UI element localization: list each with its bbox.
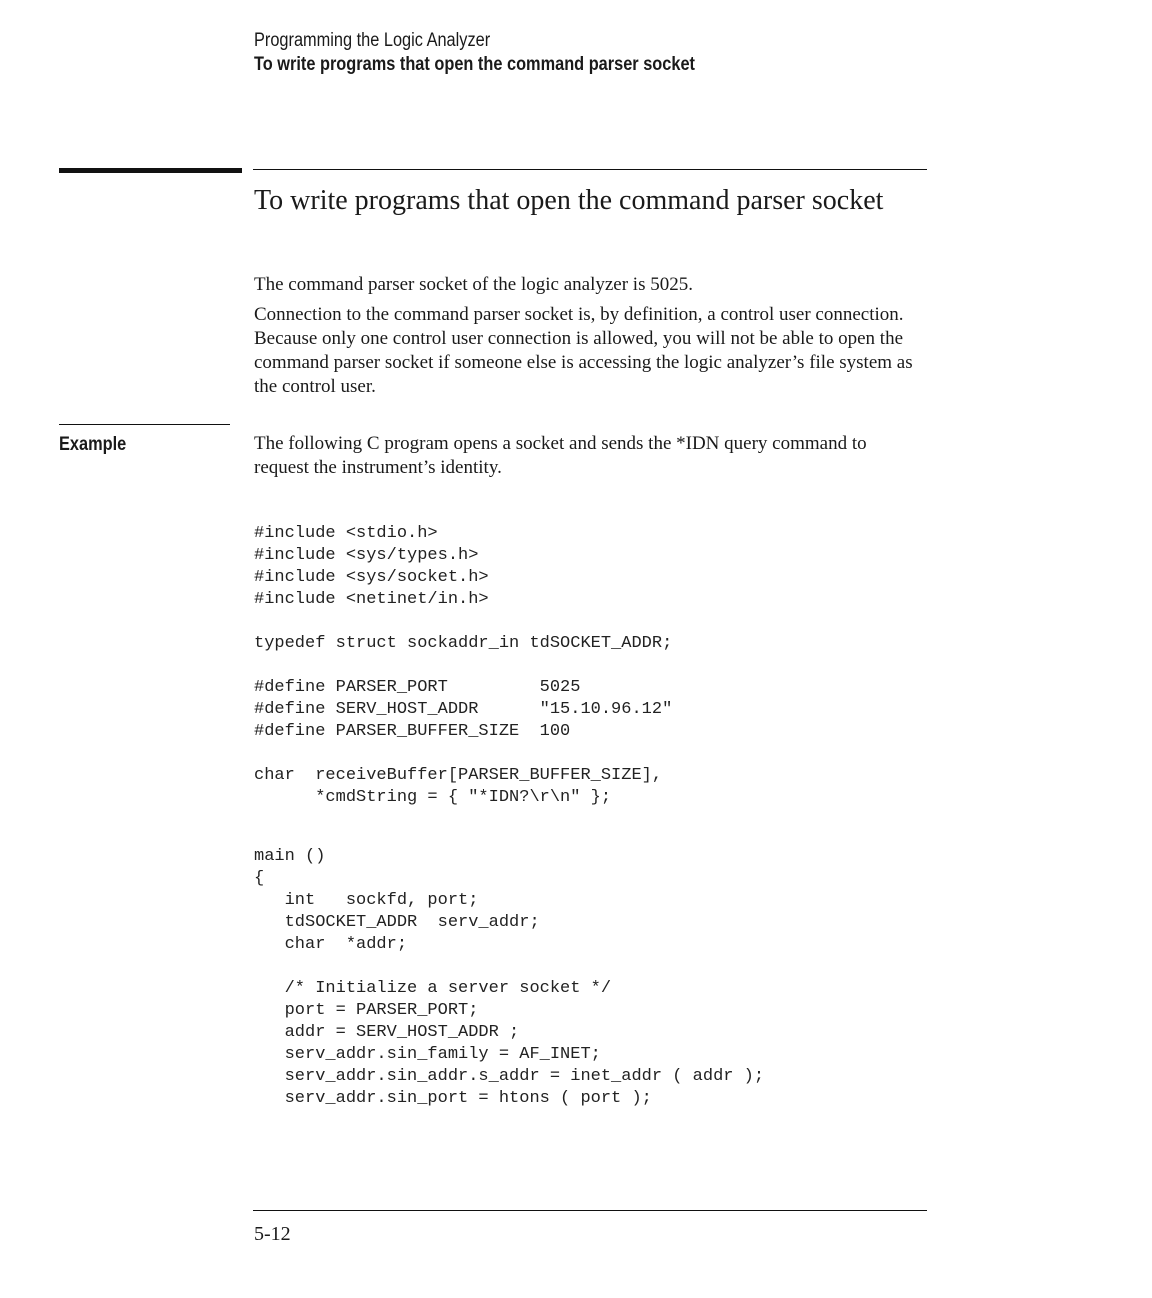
intro-paragraph: The command parser socket of the logic analyzer is 5025. — [254, 274, 693, 295]
example-label: Example — [59, 434, 127, 455]
section-rule-top — [253, 169, 927, 170]
connection-paragraph: Connection to the command parser socket is, by definition, a control user connection. Because only one control user connection is allowed, you will not be able to open the command parser socket if someone else is accessing the logic analyzer’s file system as the control user. — [254, 304, 913, 397]
page-number: 5-12 — [254, 1223, 291, 1245]
running-header-section: To write programs that open the command parser socket — [254, 54, 695, 75]
footer-rule — [253, 1210, 927, 1211]
code-listing-declarations: #include <stdio.h> #include <sys/types.h> #include <sys/socket.h> #include <netinet/in.h> typedef struct sockaddr_in tdSOCKET_ADDR; #define PARSER_PORT 5025 #define SERV_HOST_ADDR "15.10.96.12" #define PARSER_BUFFER_SIZE 100 char receiveBuffer[PARSER_BUFFER_SIZE], *cmdString = { "*IDN?\r\n" }; — [254, 524, 673, 807]
section-title: To write programs that open the command parser socket — [254, 185, 884, 216]
code-listing-main: main () { int sockfd, port; tdSOCKET_ADDR serv_addr; char *addr; /* Initialize a server socket */ port = PARSER_PORT; addr = SERV_HOST_ADDR ; serv_addr.sin_family = AF_INET; serv_addr.sin_addr.s_addr = inet_addr ( addr ); serv_addr.sin_port = htons ( port ); — [254, 847, 765, 1108]
section-rule-thick — [59, 168, 242, 173]
example-description: The following C program opens a socket and sends the *IDN query command to request the instrument’s identity. — [254, 433, 867, 478]
running-header-chapter: Programming the Logic Analyzer — [254, 30, 491, 51]
example-rule — [59, 424, 230, 425]
